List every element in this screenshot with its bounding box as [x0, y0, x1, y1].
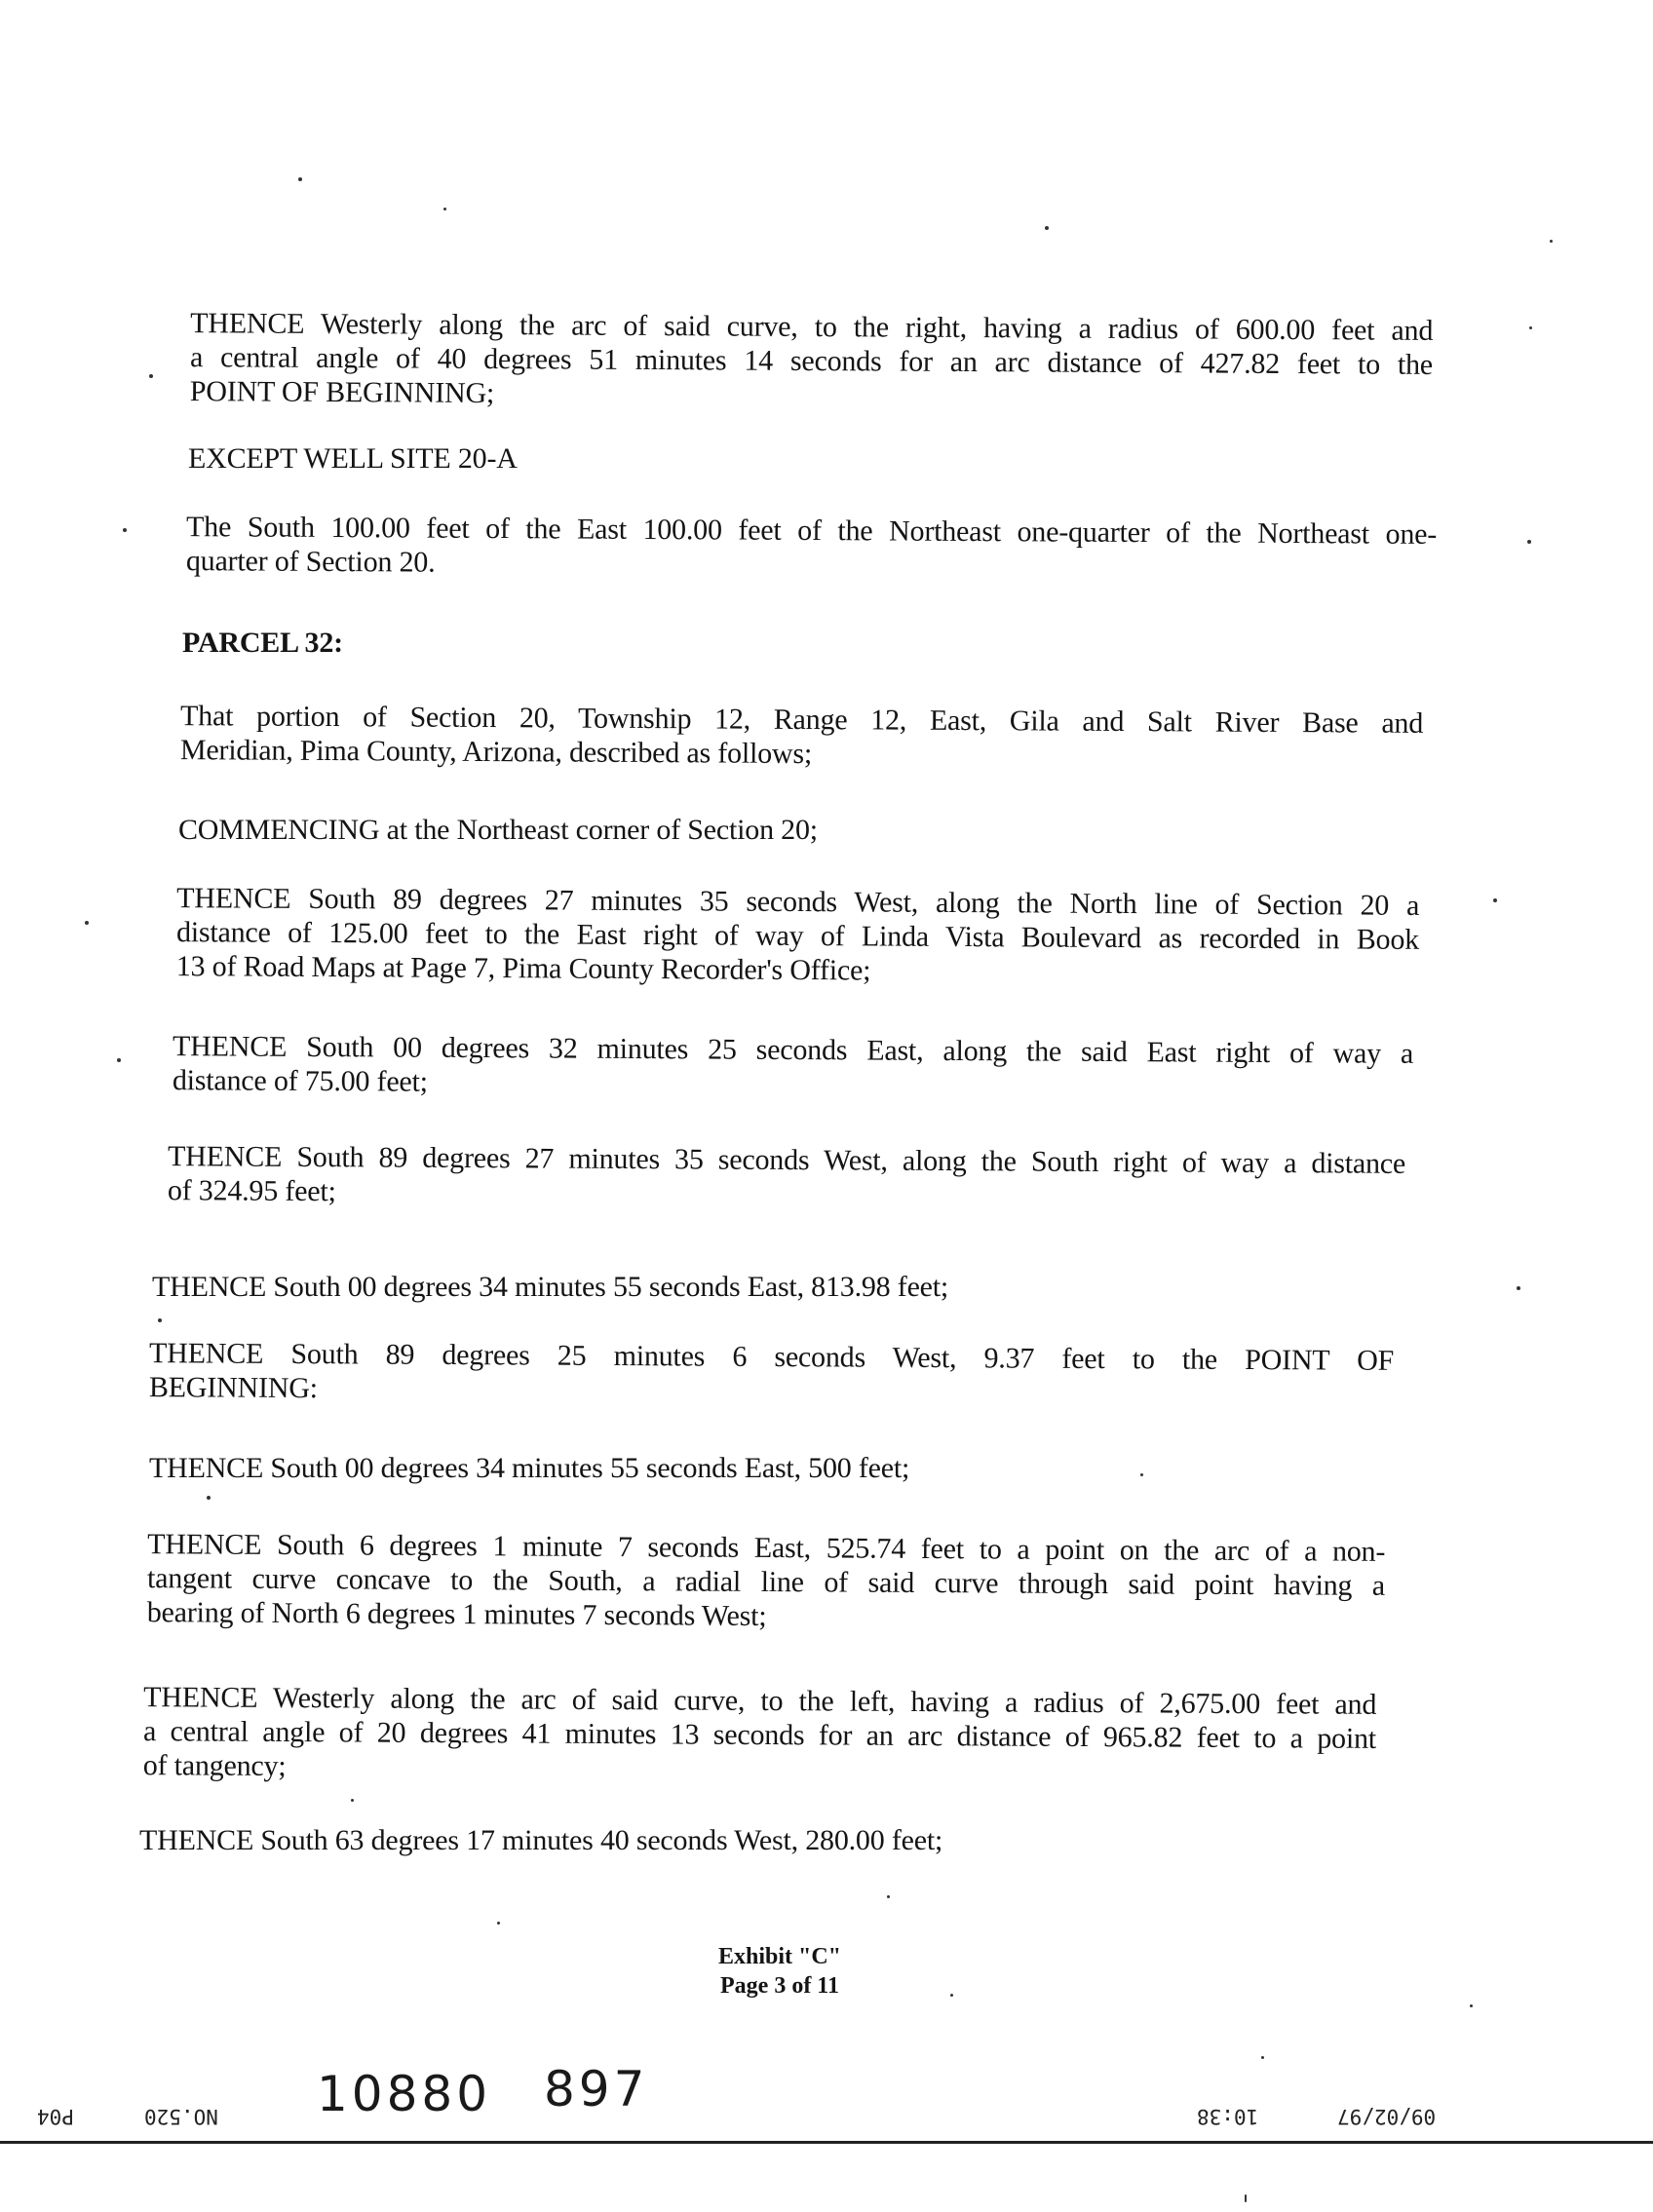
scan-speck [1527, 540, 1531, 544]
paragraph-500-feet [149, 1451, 909, 1485]
text-line: POINT OF BEGINNING; [189, 375, 495, 410]
text-line: THENCE South 6 degrees 1 minute 7 seconds East, 525.74 feet to a point on the arc of a non- [147, 1528, 1386, 1568]
text-line: a central angle of 40 degrees 51 minutes 14 seconds for an arc distance of 427.82 feet to the [189, 341, 1434, 381]
fax-number: NO.520 [144, 2105, 218, 2128]
fax-time: 10:38 [1197, 2105, 1259, 2128]
scan-speck [158, 1318, 162, 1322]
fax-rule-line [0, 2141, 1653, 2144]
paragraph-arc-to-point-of-tangency [143, 1680, 1377, 1790]
scan-speck [298, 177, 302, 181]
text-line: COMMENCING at the Northeast corner of Section 20; [178, 814, 818, 846]
page-number: Page 3 of 11 [720, 1973, 839, 1999]
scan-speck [1529, 326, 1532, 329]
text-line: BEGINNING: [148, 1371, 318, 1405]
paragraph-parcel-32-description [180, 699, 1423, 775]
text-line: THENCE Westerly along the arc of said curve, to the right, having a radius of 600.00 feet and [190, 307, 1434, 347]
scan-speck [1517, 1286, 1520, 1290]
paragraph-well-site-description [186, 510, 1437, 586]
paragraph-non-tangent-curve [147, 1527, 1386, 1637]
paragraph-point-of-beginning [149, 1336, 1394, 1412]
text-line: THENCE South 00 degrees 32 minutes 25 seconds East, along the said East right of way a [173, 1030, 1414, 1070]
text-line: THENCE South 00 degrees 34 minutes 55 seconds East, 500 feet; [149, 1452, 910, 1484]
scan-speck [149, 374, 153, 378]
paragraph-east-right-of-way [173, 1029, 1413, 1105]
text-line: THENCE South 89 degrees 27 minutes 35 seconds West, along the South right of way a distance [168, 1140, 1406, 1180]
text-line: THENCE South 89 degrees 27 minutes 35 seconds West, along the North line of Section 20 a [176, 882, 1420, 922]
text-line: distance of 125.00 feet to the East right of way of Linda Vista Boulevard as recorded in Book [175, 916, 1420, 956]
scan-speck [351, 1799, 354, 1802]
scan-speck [1261, 2056, 1264, 2059]
scan-speck [1140, 1473, 1143, 1476]
scan-speck [887, 1895, 890, 1898]
text-line: quarter of Section 20. [185, 545, 436, 579]
text-line: THENCE South 63 degrees 17 minutes 40 seconds West, 280.00 feet; [139, 1824, 943, 1856]
scan-speck [117, 1058, 121, 1062]
text-line: bearing of North 6 degrees 1 minutes 7 seconds West; [146, 1596, 767, 1633]
scan-speck [85, 921, 89, 925]
paragraph-south-right-of-way [168, 1139, 1405, 1215]
text-line: tangent curve concave to the South, a radial line of said curve through said point having a [146, 1562, 1386, 1602]
text-line: THENCE South 00 degrees 34 minutes 55 seconds East, 813.98 feet; [152, 1271, 949, 1303]
text-line: 13 of Road Maps at Page 7, Pima County Recorder's Office; [175, 950, 871, 987]
text-line: of 324.95 feet; [167, 1174, 336, 1208]
paragraph-813-feet [152, 1270, 948, 1304]
heading-except-well-site [188, 441, 518, 476]
paragraph-arc-to-point-of-beginning [190, 306, 1434, 416]
scan-speck [497, 1922, 500, 1925]
paragraph-commencing [178, 813, 818, 847]
text-line: a central angle of 20 degrees 41 minutes 13 seconds for an arc distance of 965.82 feet to a point [142, 1715, 1377, 1755]
text-line: THENCE Westerly along the arc of said curve, to the left, having a radius of 2,675.00 feet and [143, 1681, 1377, 1721]
recording-page-number: 897 [544, 2061, 649, 2117]
scan-speck [443, 208, 446, 210]
scan-speck [950, 1994, 953, 1997]
fax-date: 09/02/97 [1337, 2105, 1437, 2128]
exhibit-label: Exhibit "C" [717, 1944, 841, 1969]
text-line: THENCE South 89 degrees 25 minutes 6 seconds West, 9.37 feet to the POINT OF [149, 1337, 1395, 1377]
scan-speck [1045, 226, 1049, 230]
text-line: The South 100.00 feet of the East 100.00 feet of the Northeast one-quarter of the Northeast one- [186, 511, 1438, 551]
scan-speck [1550, 240, 1553, 243]
paragraph-north-line [176, 881, 1420, 991]
text-line: Meridian, Pima County, Arizona, described as follows; [179, 734, 813, 771]
recording-docket-number: 10880 [317, 2066, 492, 2122]
scan-speck [207, 1496, 211, 1500]
text-line: PARCEL 32: [182, 627, 343, 659]
text-line: EXCEPT WELL SITE 20-A [188, 442, 518, 475]
fax-page-code: P04 [37, 2105, 74, 2128]
heading-parcel-32 [182, 626, 343, 660]
text-line: distance of 75.00 feet; [172, 1064, 428, 1098]
scan-speck [123, 528, 127, 532]
scan-speck [1493, 898, 1497, 902]
text-line: of tangency; [142, 1749, 287, 1783]
text-line: That portion of Section 20, Township 12, Range 12, East, Gila and Salt River Base and [180, 700, 1424, 740]
paragraph-280-feet [139, 1823, 942, 1857]
scan-speck [1245, 2194, 1247, 2202]
scan-speck [1470, 2004, 1473, 2007]
